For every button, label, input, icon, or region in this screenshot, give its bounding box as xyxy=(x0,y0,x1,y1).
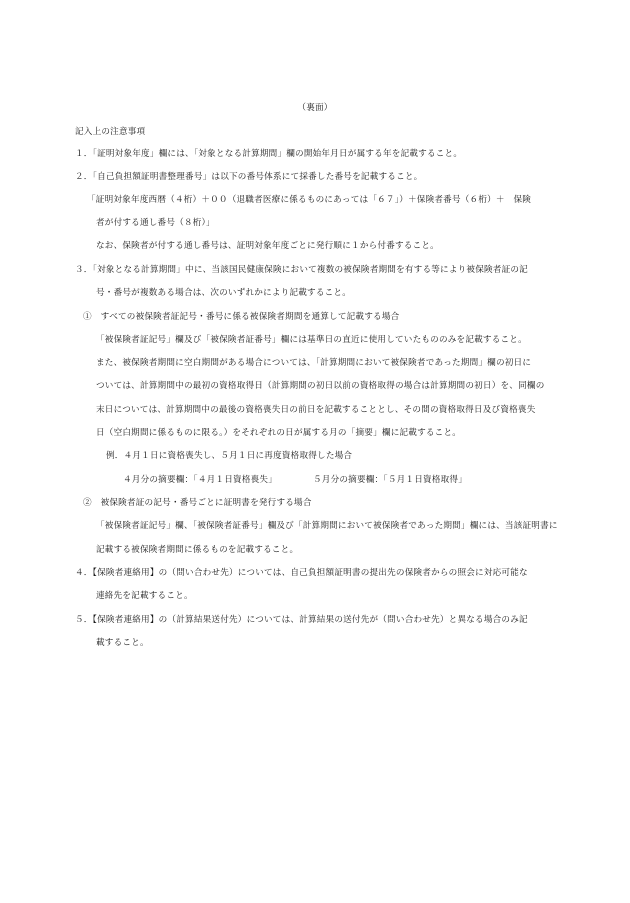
sub-item-1-text-1: 「被保険者証記号」欄及び「被保険者証番号」欄には基準日の直近に使用していたもののみを記載すること。 xyxy=(96,335,527,345)
sub-item-2-text-line-2: 記載する被保険者期間に係るものを記載すること。 xyxy=(96,545,299,555)
example-values xyxy=(123,474,467,486)
note-item-2-format-line-1: 「証明対象年度西暦（４桁）＋００（退職者医療に係るものにあっては「６７」）＋保険者番号（６桁）＋ 保険 xyxy=(87,195,532,205)
example-april: ４月分の摘要欄：「４月１日資格喪失」 xyxy=(123,475,277,485)
note-item-5-line-2: 載すること。 xyxy=(96,638,149,648)
sub-item-2-text-line-1: 「被保険者証記号」欄、「被保険者証番号」欄及び「計算期間において被保険者であった期間」欄には、当該証明書に xyxy=(96,521,558,531)
sub-item-1-text-2-line-4: 日（空白期間に係るものに限る。）をそれぞれの日が属する月の「摘要」欄に記載すること。 xyxy=(96,428,462,438)
note-item-1: １．「証明対象年度」欄には、「対象となる計算期間」欄の開始年月日が属する年を記載すること。 xyxy=(75,149,463,159)
sub-item-1-text-2-line-2: ついては、計算期間中の最初の資格取得日（計算期間の初日以前の資格取得の場合は計算期間の初日）を、同欄の xyxy=(96,381,545,391)
sub-item-2-title: ② 被保険者証の記号・番号ごとに証明書を発行する場合 xyxy=(83,498,312,508)
sub-item-1-title: ① すべての被保険者証記号・番号に係る被保険者期間を通算して記載する場合 xyxy=(83,312,400,322)
notes-heading: 記入上の注意事項 xyxy=(75,127,146,137)
note-item-4-line-1: ４．【保険者連絡用】の（問い合わせ先）については、自己負担額証明書の提出先の保険者からの照会に対応可能な xyxy=(75,568,528,578)
example-may: ５月分の摘要欄：「５月１日資格取得」 xyxy=(313,475,467,485)
page-title: （裏面） xyxy=(297,103,333,113)
note-item-3-line-2: 号・番号が複数ある場合は、次のいずれかにより記載すること。 xyxy=(96,288,352,298)
note-item-5-line-1: ５．【保険者連絡用】の（計算結果送付先）については、計算結果の送付先が（問い合わせ先）と異なる場合のみ記 xyxy=(75,615,528,625)
sub-item-1-text-2-line-1: また、被保険者期間に空白期間がある場合については、「計算期間において被保険者であった期間」欄の初日に xyxy=(96,358,532,368)
note-item-4-line-2: 連絡先を記載すること。 xyxy=(96,591,193,601)
note-item-2-format-line-2: 者が付する通し番号（８桁）」 xyxy=(96,218,215,228)
example-intro: 例．４月１日に資格喪失し、５月１日に再度資格取得した場合 xyxy=(106,451,353,461)
note-item-2: ２．「自己負担額証明書整理番号」は以下の番号体系にて採番した番号を記載すること。 xyxy=(75,172,423,182)
sub-item-1-text-2-line-3: 末日については、計算期間中の最後の資格喪失日の前日を記載することとし、その間の資格取得日及び資格喪失 xyxy=(96,405,536,415)
note-item-2-note: なお、保険者が付する通し番号は、証明対象年度ごとに発行順に１から付番すること。 xyxy=(96,241,439,251)
note-item-3-line-1: ３．「対象となる計算期間」中に、当該国民健康保険において複数の被保険者期間を有する等により被保険者証の記 xyxy=(75,265,528,275)
